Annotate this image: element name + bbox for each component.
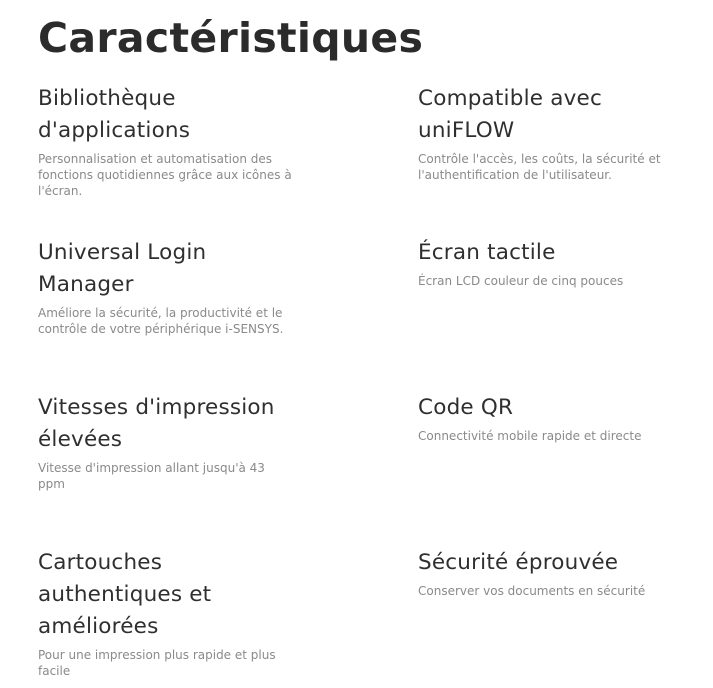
- feature-title: Cartouches authentiques et améliorées: [38, 550, 212, 639]
- feature-universal-login-manager: [38, 237, 318, 337]
- feature-description: Personnalisation et automatisation des fonctions quotidiennes grâce aux icônes à l'écran.: [38, 152, 292, 198]
- feature-description: Pour une impression plus rapide et plus facile: [38, 648, 276, 678]
- feature-title: Universal Login Manager: [38, 240, 207, 297]
- feature-title: Compatible avec uniFLOW: [418, 86, 602, 143]
- feature-description: Conserver vos documents en sécurité: [418, 584, 646, 598]
- feature-description: Connectivité mobile rapide et directe: [418, 429, 642, 443]
- feature-app-library: [38, 83, 318, 199]
- feature-title: Sécurité éprouvée: [418, 550, 619, 575]
- feature-print-speed: [38, 392, 318, 492]
- page-title: Caractéristiques: [38, 14, 424, 62]
- feature-title: Écran tactile: [418, 240, 556, 265]
- feature-cartridges: [38, 547, 318, 679]
- feature-description: Écran LCD couleur de cinq pouces: [418, 274, 624, 288]
- feature-title: Code QR: [418, 395, 514, 420]
- feature-uniflow: [418, 83, 688, 183]
- feature-security: [418, 547, 688, 599]
- feature-touchscreen: [418, 237, 688, 289]
- feature-description: Contrôle l'accès, les coûts, la sécurité et l'authentification de l'utilisateur.: [418, 152, 661, 182]
- feature-title: Vitesses d'impression élevées: [38, 395, 275, 452]
- feature-description: Améliore la sécurité, la productivité et le contrôle de votre périphérique i-SENSYS.: [38, 306, 284, 336]
- feature-title: Bibliothèque d'applications: [38, 86, 191, 143]
- feature-qr-code: [418, 392, 688, 444]
- feature-description: Vitesse d'impression allant jusqu'à 43 ppm: [38, 461, 265, 491]
